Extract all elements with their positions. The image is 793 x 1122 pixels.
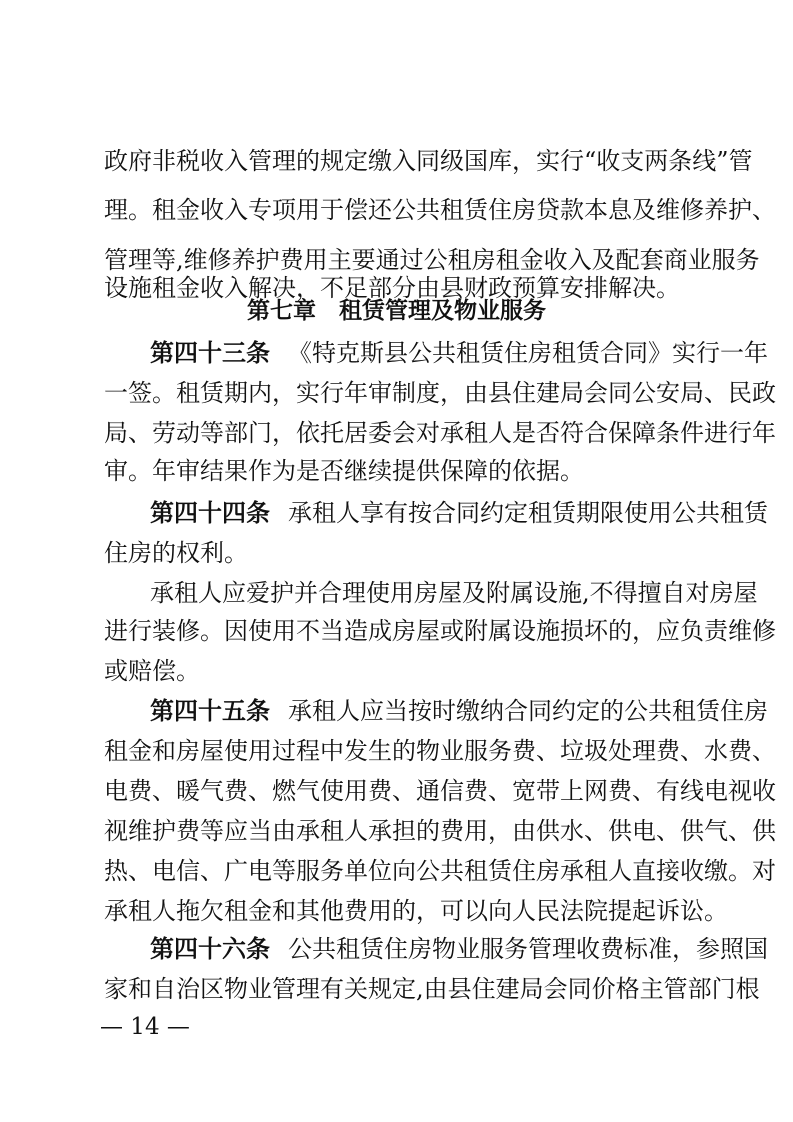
body-line: 或赔偿。: [104, 657, 200, 685]
body-line: 设施租金收入解决，不足部分由县财政预算安排解决。: [104, 274, 680, 302]
body-line: 进行装修。因使用不当造成房屋或附属设施损坏的，应负责维修: [104, 617, 776, 645]
article-44-label: 第四十四条: [150, 499, 270, 527]
body-line: 电费、暖气费、燃气使用费、通信费、宽带上网费、有线电视收: [104, 777, 776, 805]
body-line: 视维护费等应当由承租人承担的费用，由供水、供电、供气、供: [104, 817, 776, 845]
article-45-first-line: [150, 691, 768, 731]
article-43-first-line: [150, 333, 768, 373]
body-line: 管理等,维修养护费用主要通过公租房租金收入及配套商业服务: [104, 246, 760, 274]
body-line: 承租人拖欠租金和其他费用的，可以向人民法院提起诉讼。: [104, 897, 728, 925]
article-46-text: 公共租赁住房物业服务管理收费标准，参照国: [288, 935, 768, 963]
chapter-heading: 第七章 租赁管理及物业服务: [247, 298, 546, 324]
page-number: — 14 —: [100, 1014, 190, 1040]
body-line: 局、劳动等部门，依托居委会对承租人是否符合保障条件进行年: [104, 419, 776, 447]
article-45-label: 第四十五条: [150, 697, 270, 725]
article-44-text: 承租人享有按合同约定租赁期限使用公共租赁: [288, 499, 768, 527]
article-46-first-line: [150, 929, 768, 969]
body-line: 理。租金收入专项用于偿还公共租赁住房贷款本息及维修养护、: [104, 196, 776, 224]
body-line: 热、电信、广电等服务单位向公共租赁住房承租人直接收缴。对: [104, 857, 776, 885]
body-line: 租金和房屋使用过程中发生的物业服务费、垃圾处理费、水费、: [104, 737, 776, 765]
body-line: 政府非税收入管理的规定缴入同级国库，实行“收支两条线”管: [104, 147, 753, 175]
body-line: 一签。租赁期内，实行年审制度，由县住建局会同公安局、民政: [104, 379, 776, 407]
body-line: 家和自治区物业管理有关规定,由县住建局会同价格主管部门根: [104, 975, 760, 1003]
article-45-text: 承租人应当按时缴纳合同约定的公共租赁住房: [288, 697, 768, 725]
article-43-text: 《特克斯县公共租赁住房租赁合同》实行一年: [288, 339, 768, 367]
article-44-first-line: [150, 493, 768, 533]
body-line: 承租人应爱护并合理使用房屋及附属设施,不得擅自对房屋: [150, 579, 758, 607]
body-line: 审。年审结果作为是否继续提供保障的依据。: [104, 457, 584, 485]
body-line: 住房的权利。: [104, 539, 248, 567]
article-43-label: 第四十三条: [150, 339, 270, 367]
article-46-label: 第四十六条: [150, 935, 270, 963]
